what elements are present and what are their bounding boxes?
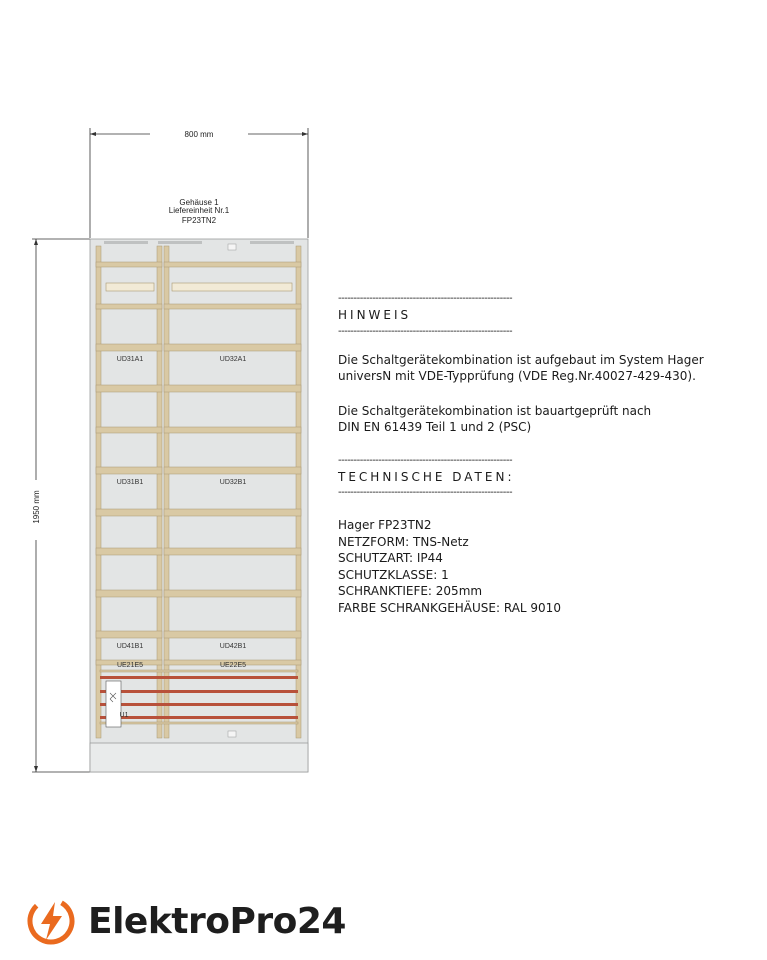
housing-label-2: Liefereinheit Nr.1 [168,206,230,215]
hinweis-paragraph-1-line-2: universN mit VDE-Typprüfung (VDE Reg.Nr.40027-429-430). [338,369,696,383]
cell-label-ud32b1: UD32B1 [219,479,247,486]
housing-label-1: Gehäuse 1 [179,198,219,207]
cabinet-body [90,239,308,772]
cell-label-ud41b1: UD41B1 [116,643,144,650]
notes-panel [338,292,738,616]
cell-label-ue21e5: UE21E5 [116,662,144,669]
cell-label-u1: U1 [119,712,129,719]
divider: -------------------------------------------------------- [338,325,513,337]
width-label: 800 mm [184,130,214,139]
cell-label-ud42b1: UD42B1 [219,643,247,650]
housing-label-3: FP23TN2 [181,216,217,225]
cell-label-ud31b1: UD31B1 [116,479,144,486]
hinweis-paragraph-1-line-1: Die Schaltgerätekombination ist aufgebaut im System Hager [338,352,704,367]
hinweis-paragraph-2-line-1: Die Schaltgerätekombination ist bauartgeprüft nach [338,403,652,418]
spec-line: FARBE SCHRANKGEHÄUSE: RAL 9010 [338,600,561,615]
lightning-bolt-icon [26,896,76,946]
brand-name: ElektroPro24 [88,900,346,942]
cell-label-ud31a1: UD31A1 [116,356,144,363]
brand-logo [26,894,346,948]
divider: -------------------------------------------------------- [338,293,513,304]
spec-line: SCHUTZKLASSE: 1 [338,567,449,582]
hinweis-paragraph-2-line-2: DIN EN 61439 Teil 1 und 2 (PSC) [338,420,532,434]
spec-line: SCHRANKTIEFE: 205mm [338,584,483,598]
spec-line: NETZFORM: TNS-Netz [338,534,469,549]
hinweis-title: HINWEIS [338,308,412,322]
divider: -------------------------------------------------------- [338,487,513,498]
height-label: 1950 mm [32,490,41,524]
cell-label-ud32a1: UD32A1 [219,356,247,363]
divider: -------------------------------------------------------- [338,454,513,466]
spec-line: SCHUTZART: IP44 [338,551,443,565]
technical-data-title: TECHNISCHE DATEN: [338,469,515,484]
cell-label-ue22e5: UE22E5 [219,662,247,669]
spec-line: Hager FP23TN2 [338,518,432,532]
